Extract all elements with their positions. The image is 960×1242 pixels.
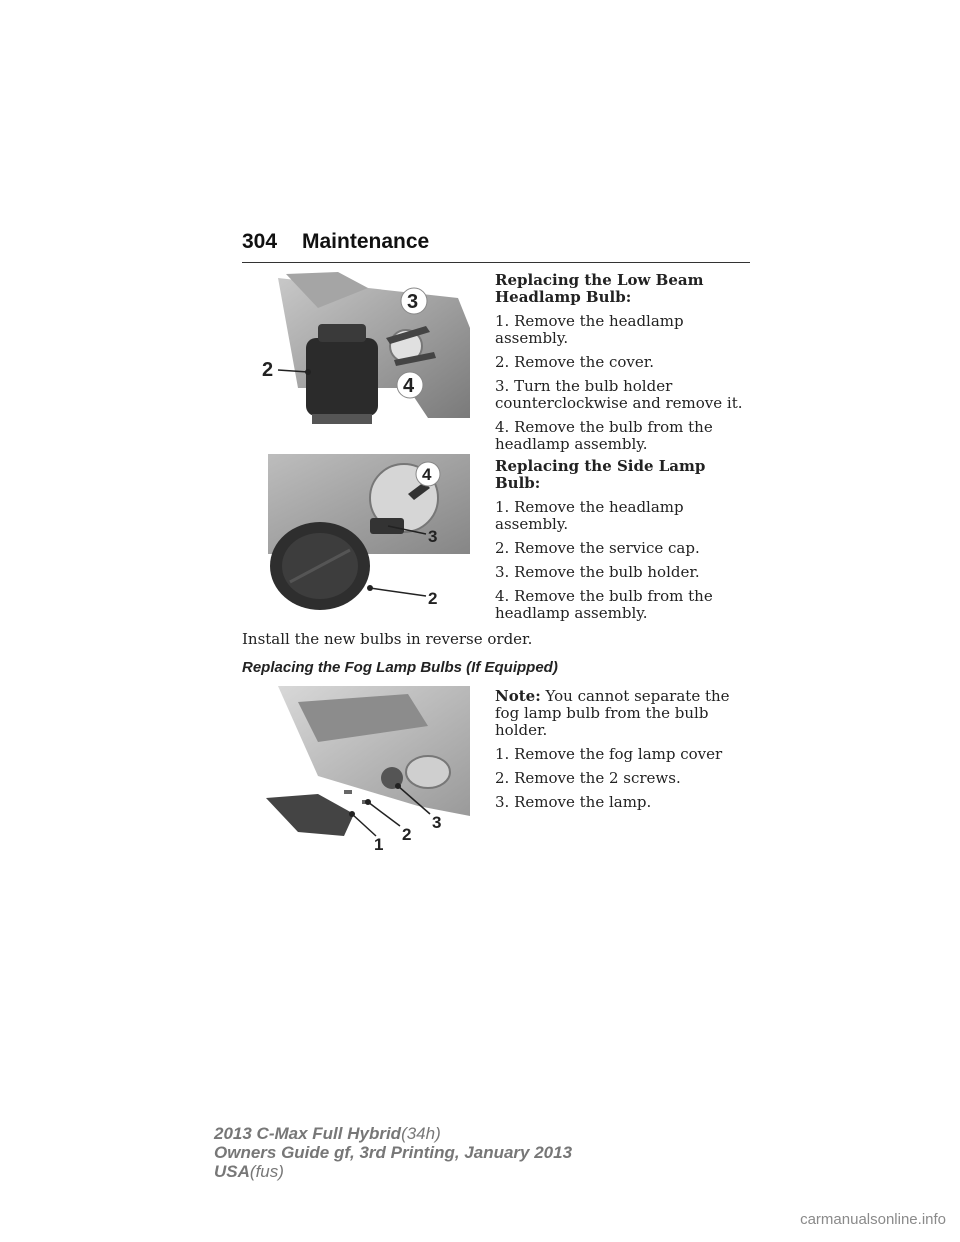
side-lamp-heading: Replacing the Side Lamp Bulb: <box>495 457 706 492</box>
side-lamp-step: 3. Remove the bulb holder. <box>495 563 700 581</box>
callout-3: 3 <box>428 527 438 546</box>
callout-2: 2 <box>262 359 274 381</box>
vehicle-model: 2013 C-Max Full Hybrid <box>214 1124 402 1143</box>
side-lamp-figure <box>258 454 470 612</box>
fog-lamp-opening <box>406 756 450 788</box>
headlamp-cover <box>306 338 378 416</box>
low-beam-step: 2. Remove the cover. <box>495 353 655 371</box>
market: USA <box>214 1162 250 1181</box>
cover-base <box>312 414 372 424</box>
fog-lamp-note <box>495 688 755 739</box>
market-code: (fus) <box>249 1162 284 1181</box>
side-lamp-step: 1. Remove the headlamp assembly. <box>495 498 684 533</box>
low-beam-section <box>495 272 755 460</box>
callout-1: 1 <box>374 835 384 852</box>
side-lamp-illustration <box>258 454 470 612</box>
low-beam-step: 4. Remove the bulb from the headlamp assembly. <box>495 418 713 453</box>
fog-lamp-figure <box>258 686 470 852</box>
cover-top <box>318 324 366 342</box>
fog-lamp-illustration <box>258 686 470 852</box>
note-text: You cannot separate the fog lamp bulb from the bulb holder. <box>495 687 730 739</box>
bulb-holder <box>370 518 404 534</box>
callout-3: 3 <box>407 291 419 313</box>
footer-line-3 <box>214 1162 572 1181</box>
page-header <box>242 228 750 263</box>
footer-line-2: Owners Guide gf, 3rd Printing, January 2013 <box>214 1143 573 1162</box>
side-lamp-step: 4. Remove the bulb from the headlamp assembly. <box>495 587 713 622</box>
low-beam-heading: Replacing the Low Beam Headlamp Bulb: <box>495 271 704 306</box>
side-lamp-step: 2. Remove the service cap. <box>495 539 700 557</box>
fog-lamp-step: 1. Remove the fog lamp cover <box>495 745 723 763</box>
watermark: carmanualsonline.info <box>800 1211 946 1228</box>
low-beam-figure <box>258 268 470 440</box>
callout-2: 2 <box>402 825 412 844</box>
fog-lamp-step: 2. Remove the 2 screws. <box>495 769 681 787</box>
fog-lamp-heading: Replacing the Fog Lamp Bulbs (If Equipped) <box>242 659 558 676</box>
footer-line-1 <box>214 1124 572 1143</box>
fog-lamp-step: 3. Remove the lamp. <box>495 793 652 811</box>
note-label: Note: <box>495 687 541 705</box>
callout-4: 4 <box>403 375 415 397</box>
install-note: Install the new bulbs in reverse order. <box>242 630 533 648</box>
callout-3: 3 <box>432 813 442 832</box>
callout-4: 4 <box>422 465 432 484</box>
fog-lamp-cover <box>266 794 354 836</box>
vehicle-code: (34h) <box>401 1124 441 1143</box>
section-title: Maintenance <box>302 230 430 253</box>
screw <box>344 790 352 794</box>
side-lamp-section <box>495 458 755 629</box>
low-beam-step: 1. Remove the headlamp assembly. <box>495 312 684 347</box>
callout-2: 2 <box>428 589 438 608</box>
page-number: 304 <box>242 230 278 253</box>
leader-2 <box>368 802 400 826</box>
fog-lamp-section <box>495 688 755 818</box>
leader-1 <box>352 814 376 836</box>
low-beam-step: 3. Turn the bulb holder counterclockwise and remove it. <box>495 377 743 412</box>
low-beam-illustration <box>258 268 470 440</box>
leader-2 <box>370 588 426 596</box>
document-footer <box>214 1124 572 1181</box>
